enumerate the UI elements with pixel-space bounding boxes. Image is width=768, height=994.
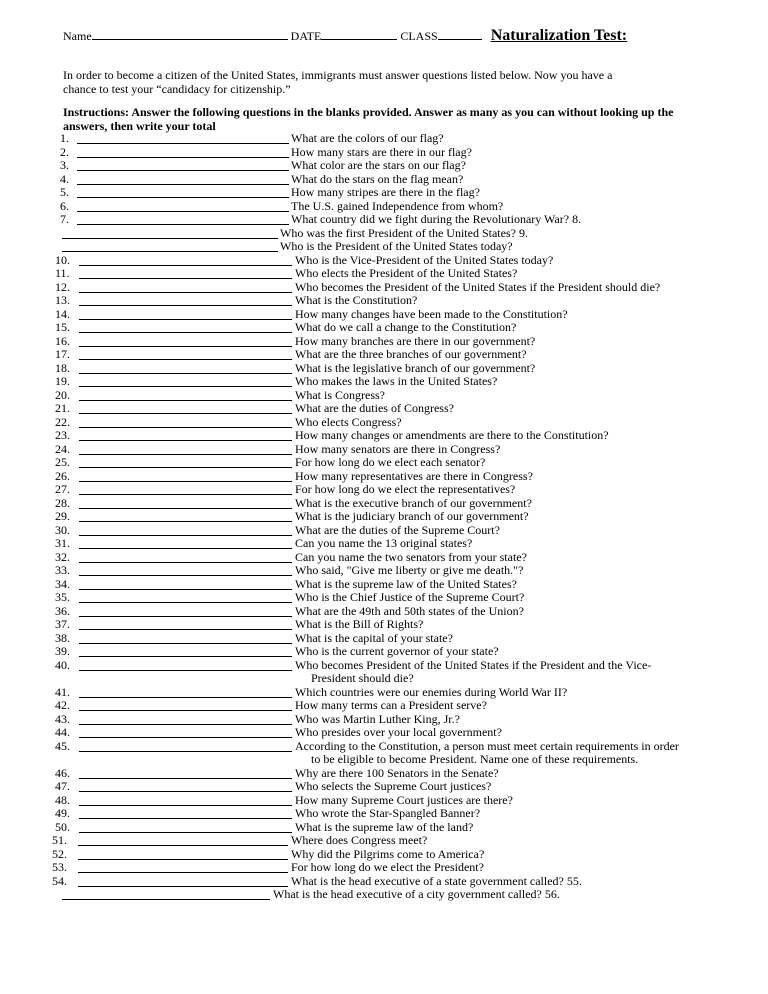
question-number: 49. [55,806,70,820]
question-number: 44. [55,725,70,739]
question-text: What are the colors of our flag? [291,131,444,145]
question-row [0,686,768,700]
answer-blank[interactable] [77,159,289,171]
question-row [0,402,768,416]
question-text: For how long do we elect the representatives? [295,482,516,496]
page-title: Naturalization Test: [490,27,628,44]
question-number: 10. [55,252,70,267]
question-text: How many stars are there in our flag? [291,144,472,159]
answer-blank[interactable] [79,429,292,441]
question-text: Who is the President of the United States today? [280,239,513,253]
question-list [0,132,768,902]
instructions: Instructions: Answer the following questions in the blanks provided. Answer as many as you can without looking up the answers, then write your total [63,105,674,133]
question-number: 50. [55,819,70,834]
question-number: 21. [55,401,70,415]
question-row [0,537,768,551]
question-row [0,794,768,808]
question-text: Who was Martin Luther King, Jr.? [295,711,460,726]
answer-blank[interactable] [62,227,278,239]
question-text: How many branches are there in our government? [295,333,536,348]
question-number: 5. [60,185,69,199]
answer-blank[interactable] [79,807,292,819]
class-field[interactable] [438,29,482,40]
question-text: Who selects the Supreme Court justices? [295,779,492,793]
question-text: How many senators are there in Congress? [295,441,501,456]
question-text: What are the duties of the Supreme Court? [295,522,500,537]
question-row [0,213,768,227]
question-text: What is Congress? [295,387,385,402]
question-number: 23. [55,428,70,442]
answer-blank[interactable] [79,456,292,468]
question-number: 20. [55,387,70,402]
question-text: Who is the Chief Justice of the Supreme Court? [295,590,525,604]
question-row [0,443,768,457]
answer-blank[interactable] [79,375,292,387]
question-text: For how long do we elect each senator? [295,455,486,469]
question-row [0,200,768,214]
question-row [0,888,768,902]
question-number: 40. [55,657,70,672]
question-text: Who presides over your local government? [295,725,502,739]
name-label: Name [63,29,92,43]
answer-blank[interactable] [79,659,292,671]
question-row [0,524,768,538]
question-row [0,875,768,889]
question-row [0,267,768,281]
question-text: to be eligible to become President. Name one of these requirements. [311,752,639,766]
question-number: 41. [55,684,70,699]
answer-blank[interactable] [77,213,289,225]
question-row [0,645,768,659]
answer-blank[interactable] [79,254,292,266]
question-row [0,726,768,740]
answer-blank[interactable] [79,780,292,792]
question-text: What is the executive branch of our government? [295,495,532,510]
question-number: 6. [60,198,69,213]
question-number: 25. [55,455,70,469]
question-number: 46. [55,765,70,780]
question-text: Who said, "Give me liberty or give me death."? [295,563,524,577]
question-text: What is the supreme law of the United States? [295,576,517,591]
question-number: 11. [55,266,70,280]
intro-paragraph: In order to become a citizen of the United States, immigrants must answer questions listed below. Now you have a chance to test your “candidacy for citizenship.” [63,68,613,96]
answer-blank[interactable] [79,645,292,657]
question-row [0,497,768,511]
question-number: 2. [60,144,69,159]
question-row [0,308,768,322]
question-row [0,861,768,875]
answer-blank[interactable] [79,335,292,347]
question-row [0,227,768,241]
question-row [0,186,768,200]
question-row [0,281,768,295]
question-row [0,335,768,349]
question-text: How many terms can a President serve? [295,698,487,712]
answer-blank[interactable] [79,321,292,333]
date-label: DATE [290,29,322,43]
question-text: Who elects the President of the United States? [295,266,518,280]
question-number: 35. [55,590,70,604]
question-row [0,591,768,605]
answer-blank[interactable] [78,848,288,860]
question-row [0,564,768,578]
answer-blank[interactable] [79,510,292,522]
question-text: Why did the Pilgrims come to America? [291,846,485,861]
answer-blank[interactable] [79,632,292,644]
question-number: 53. [52,860,67,874]
question-number: 45. [55,738,70,753]
name-field[interactable] [92,29,288,40]
answer-blank[interactable] [79,578,292,590]
question-text: What is the Bill of Rights? [295,617,424,631]
answer-blank[interactable] [79,618,292,630]
question-row [0,429,768,443]
header-line [63,27,627,45]
question-row [0,240,768,254]
question-number: 22. [55,414,70,429]
question-row [0,146,768,160]
question-number: 15. [55,320,70,334]
question-text: Who becomes President of the United States if the President and the Vice- [295,657,652,672]
question-text: What do we call a change to the Constitution? [295,320,517,334]
answer-blank[interactable] [79,267,292,279]
question-row [0,834,768,848]
question-text: Can you name the 13 original states? [295,536,473,550]
question-text: What do the stars on the flag mean? [291,171,464,186]
question-text: What country did we fight during the Revolutionary War? 8. [291,212,582,226]
answer-blank[interactable] [62,888,270,900]
question-row [0,848,768,862]
answer-blank[interactable] [77,200,289,212]
question-text: What is the head executive of a city government called? 56. [273,887,560,901]
question-row [0,470,768,484]
question-row [0,375,768,389]
question-text: How many changes have been made to the Constitution? [295,306,568,321]
answer-blank[interactable] [79,497,292,509]
answer-blank[interactable] [78,875,288,887]
question-text: What is the capital of your state? [295,630,453,645]
question-row [0,416,768,430]
answer-blank[interactable] [79,726,292,738]
question-number: 38. [55,630,70,645]
answer-blank[interactable] [79,767,292,779]
question-text: The U.S. gained Independence from whom? [291,198,504,213]
question-text: How many stripes are there in the flag? [291,185,480,199]
answer-blank[interactable] [79,591,292,603]
question-row [0,753,768,767]
answer-blank[interactable] [78,861,288,873]
answer-blank[interactable] [79,402,292,414]
question-row [0,389,768,403]
question-text: How many Supreme Court justices are there? [295,792,513,807]
question-number: 51. [52,833,67,847]
date-field[interactable] [321,29,397,40]
question-number: 24. [55,441,70,456]
question-text: How many changes or amendments are there to the Constitution? [295,428,609,442]
answer-blank[interactable] [79,308,292,320]
answer-blank[interactable] [79,794,292,806]
answer-blank[interactable] [79,470,292,482]
answer-blank[interactable] [79,389,292,401]
question-row [0,672,768,686]
question-row [0,132,768,146]
answer-blank[interactable] [79,686,292,698]
question-row [0,632,768,646]
question-row [0,713,768,727]
question-number: 4. [60,171,69,186]
question-text: According to the Constitution, a person must meet certain requirements in order [295,738,679,753]
question-row [0,740,768,754]
answer-blank[interactable] [79,605,292,617]
question-number: 26. [55,468,70,483]
question-text: Who makes the laws in the United States? [295,374,498,388]
question-row [0,821,768,835]
question-text: President should die? [311,671,414,685]
question-row [0,483,768,497]
question-number: 12. [55,279,70,294]
question-text: What is the legislative branch of our government? [295,360,536,375]
question-row [0,254,768,268]
question-row [0,767,768,781]
question-number: 17. [55,347,70,361]
question-text: Who was the first President of the United States? 9. [280,225,528,240]
question-number: 31. [55,536,70,550]
answer-blank[interactable] [79,740,292,752]
question-text: What is the supreme law of the land? [295,819,474,834]
question-text: What is the judiciary branch of our government? [295,509,529,523]
answer-blank[interactable] [79,713,292,725]
answer-blank[interactable] [79,416,292,428]
question-number: 33. [55,563,70,577]
question-row [0,807,768,821]
question-row [0,362,768,376]
answer-blank[interactable] [79,281,292,293]
question-number: 36. [55,603,70,618]
answer-blank[interactable] [79,524,292,536]
question-number: 14. [55,306,70,321]
question-text: For how long do we elect the President? [291,860,484,874]
question-text: Can you name the two senators from your state? [295,549,527,564]
question-number: 43. [55,711,70,726]
question-text: Who becomes the President of the United States if the President should die? [295,279,661,294]
question-number: 54. [52,873,67,888]
answer-blank[interactable] [62,240,278,252]
question-row [0,348,768,362]
question-row [0,659,768,673]
question-number: 1. [60,131,69,145]
question-number: 47. [55,779,70,793]
question-text: Who elects Congress? [295,414,402,429]
question-number: 27. [55,482,70,496]
question-row [0,618,768,632]
question-text: Where does Congress meet? [291,833,428,847]
question-text: Why are there 100 Senators in the Senate? [295,765,499,780]
answer-blank[interactable] [79,821,292,833]
question-text: How many representatives are there in Congress? [295,468,533,483]
question-number: 13. [55,293,70,307]
answer-blank[interactable] [77,146,289,158]
answer-blank[interactable] [79,443,292,455]
question-row [0,551,768,565]
question-text: What are the three branches of our government? [295,347,527,361]
class-label: CLASS [400,29,438,43]
question-text: What are the duties of Congress? [295,401,454,415]
question-text: Who is the current governor of your state? [295,644,499,658]
question-number: 39. [55,644,70,658]
question-number: 42. [55,698,70,712]
question-row [0,321,768,335]
question-text: Who is the Vice-President of the United States today? [295,252,554,267]
question-text: What is the head executive of a state government called? 55. [291,873,582,888]
question-number: 32. [55,549,70,564]
answer-blank[interactable] [79,564,292,576]
question-number: 48. [55,792,70,807]
question-number: 7. [60,212,69,226]
question-row [0,510,768,524]
answer-blank[interactable] [79,551,292,563]
question-text: Which countries were our enemies during World War II? [295,684,568,699]
answer-blank[interactable] [79,483,292,495]
question-row [0,605,768,619]
answer-blank[interactable] [79,348,292,360]
question-number: 16. [55,333,70,348]
question-number: 28. [55,495,70,510]
question-text: What color are the stars on our flag? [291,158,466,172]
question-text: What is the Constitution? [295,293,418,307]
answer-blank[interactable] [77,173,289,185]
question-number: 34. [55,576,70,591]
question-row [0,699,768,713]
question-row [0,159,768,173]
question-number: 18. [55,360,70,375]
answer-blank[interactable] [77,186,289,198]
question-number: 37. [55,617,70,631]
question-text: What are the 49th and 50th states of the Union? [295,603,524,618]
question-number: 29. [55,509,70,523]
question-number: 19. [55,374,70,388]
question-row [0,294,768,308]
question-number: 52. [52,846,67,861]
answer-blank[interactable] [79,537,292,549]
question-row [0,578,768,592]
question-row [0,780,768,794]
question-number: 30. [55,522,70,537]
question-row [0,456,768,470]
answer-blank[interactable] [79,294,292,306]
answer-blank[interactable] [79,362,292,374]
question-row [0,173,768,187]
answer-blank[interactable] [77,132,289,144]
answer-blank[interactable] [79,699,292,711]
question-number: 3. [60,158,69,172]
question-text: Who wrote the Star-Spangled Banner? [295,806,481,820]
answer-blank[interactable] [78,834,288,846]
